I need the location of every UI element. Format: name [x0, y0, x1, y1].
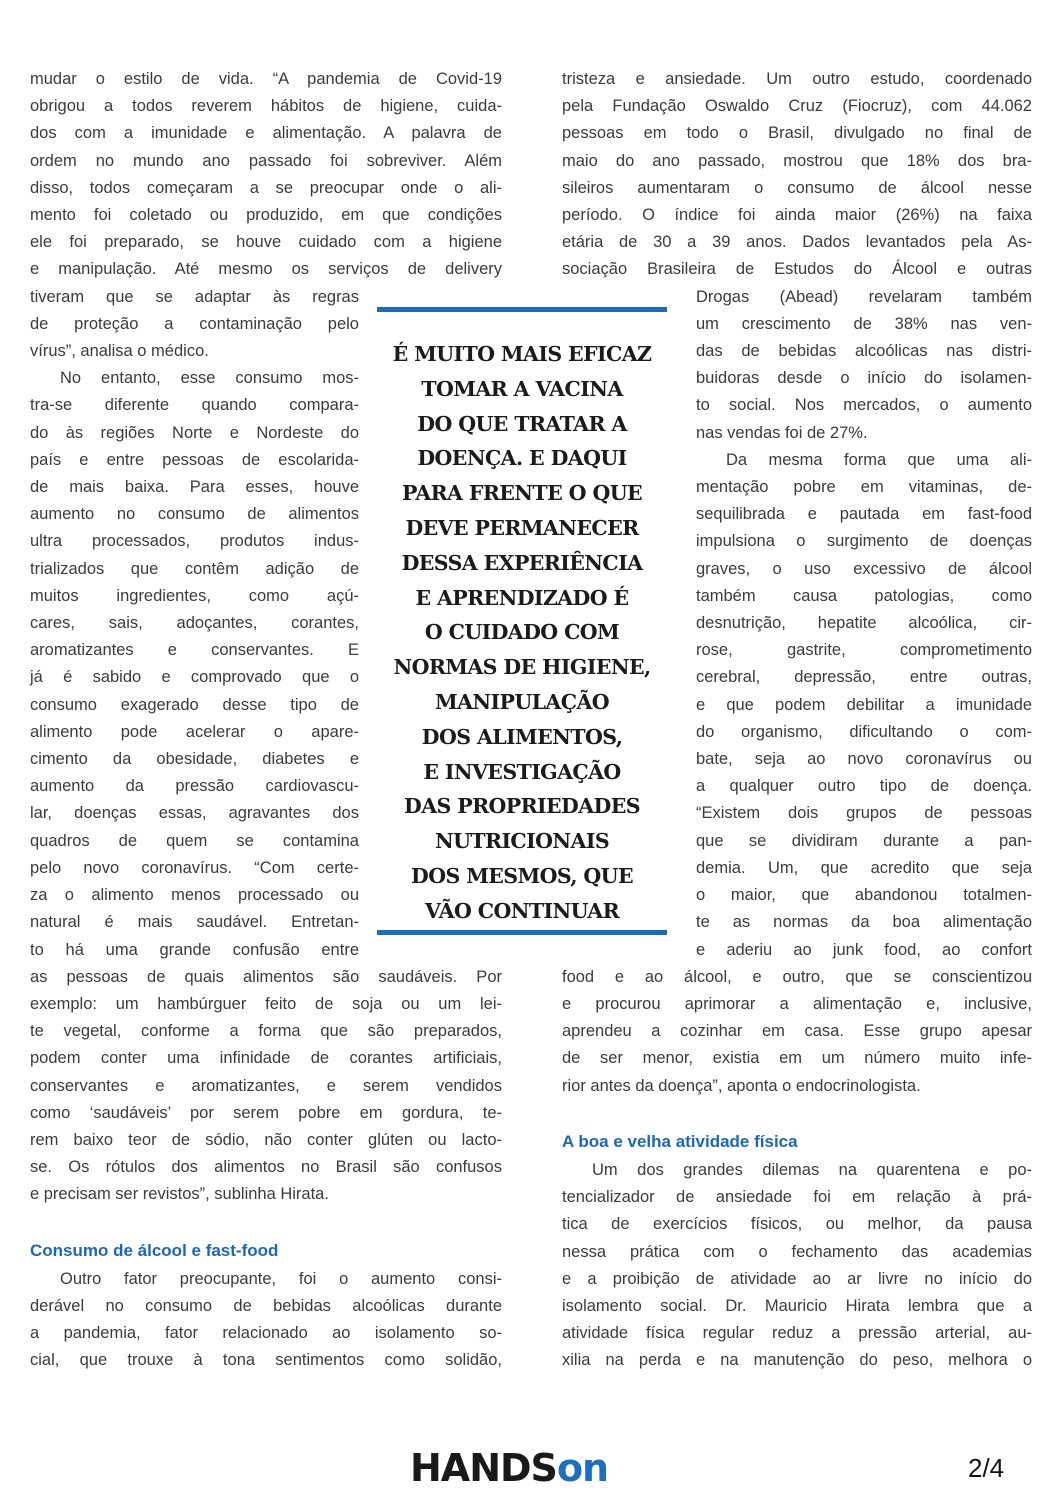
text-line: derável no consumo de bebidas alcoólicas durante [30, 1296, 502, 1315]
text-line: conservantes e aromatizantes, e serem vendidos [30, 1076, 502, 1095]
text-line: aprendeu a cozinhar em casa. Esse grupo apesar [562, 1022, 1032, 1041]
text-line: de ser menor, existia em um número muito infe- [562, 1049, 1032, 1068]
text-line: lar, doenças essas, agravantes dos [30, 804, 359, 823]
text-line: ordem no mundo ano passado foi sobreviver. Além [30, 151, 502, 170]
text-line: maio do ano passado, mostrou que 18% dos bra- [562, 151, 1032, 170]
text-line: de proteção a contaminação pelo [30, 314, 359, 333]
text-line: pelo novo coronavírus. “Com certe- [30, 858, 359, 877]
text-line: cimento da obesidade, diabetes e [30, 750, 359, 769]
section-heading-alcohol: Consumo de álcool e fast-food [30, 1240, 279, 1260]
text-line: das de bebidas alcoólicas nas distri- [696, 342, 1032, 361]
text-line: to há uma grande confusão entre [30, 940, 359, 959]
text-line: etária de 30 a 39 anos. Dados levantados pela As- [562, 233, 1032, 252]
text-line: e aderiu ao junk food, ao confort [696, 940, 1032, 959]
text-line: tencializador de ansiedade foi em relação à prá- [562, 1188, 1032, 1207]
pull-quote-text [371, 337, 673, 929]
text-line: e precisam ser revistos”, sublinha Hirata. [30, 1185, 329, 1204]
text-line: aromatizantes e conservantes. E [30, 641, 359, 660]
text-line: podem conter uma infinidade de corantes artificiais, [30, 1049, 502, 1068]
text-line: tiveram que se adaptar às regras [30, 287, 359, 306]
text-line: No entanto, esse consumo mos- [60, 369, 359, 388]
text-line: consumo exagerado desse tipo de [30, 695, 359, 714]
text-line: do organismo, dificultando o com- [696, 722, 1032, 741]
text-line: alimento pode acelerar o apare- [30, 722, 359, 741]
text-line: tra-se diferente quando compara- [30, 396, 359, 415]
text-line: exemplo: um hambúrguer feito de soja ou um lei- [30, 994, 502, 1013]
text-line: como ‘saudáveis’ por serem pobre em gordura, te- [30, 1103, 502, 1122]
text-line: tristeza e ansiedade. Um outro estudo, coordenado [562, 70, 1032, 88]
text-line: do às regiões Norte e Nordeste do [30, 423, 359, 442]
text-line: dos com a imunidade e alimentação. A palavra de [30, 124, 502, 143]
text-line: e manipulação. Até mesmo os serviços de delivery [30, 260, 502, 279]
pull-quote-line: O CUIDADO COM [424, 620, 620, 645]
text-line: cares, sais, adoçantes, corantes, [30, 614, 359, 633]
pull-quote-line: DAS PROPRIEDADES [404, 794, 640, 819]
pull-quote-line: VÃO CONTINUAR [424, 898, 620, 923]
pull-quote-line: MANIPULAÇÃO [434, 689, 610, 714]
text-line: mento foi coletado ou produzido, em que condições [30, 206, 502, 225]
text-line: as pessoas de quais alimentos são saudáveis. Por [30, 967, 502, 986]
text-line: o maior, que abandonou totalmen- [696, 886, 1032, 905]
pull-quote-line: DOS ALIMENTOS, [421, 724, 623, 749]
text-line: cerebral, depressão, entre outras, [696, 668, 1032, 687]
text-line: nessa prática com o fechamento das academias [562, 1242, 1032, 1261]
handson-logo [410, 1446, 608, 1490]
text-line: impulsiona o surgimento de doenças [696, 532, 1032, 551]
text-line: nas vendas foi de 27%. [696, 423, 868, 442]
pull-quote-line: DO QUE TRATAR A [417, 411, 627, 436]
pull-quote-line: DOS MESMOS, QUE [411, 863, 633, 888]
text-line: ultra processados, produtos indus- [30, 532, 359, 551]
pull-quote-line: NUTRICIONAIS [434, 829, 610, 854]
text-line: atividade física regular reduz a pressão arterial, au- [562, 1324, 1032, 1343]
page-number: 2/4 [968, 1453, 1005, 1483]
section-heading-physical-activity: A boa e velha atividade física [562, 1131, 798, 1151]
text-line: de mais baixa. Para esses, houve [30, 478, 359, 497]
logo-accent-text: on [556, 1446, 609, 1490]
pull-quote-line: NORMAS DE HIGIENE, [393, 655, 651, 680]
text-line: tica de exercícios físicos, ou melhor, da pausa [562, 1215, 1032, 1234]
pull-quote-line: PARA FRENTE O QUE [401, 481, 643, 506]
text-line: graves, o uso excessivo de álcool [696, 559, 1032, 578]
pull-quote-line: DOENÇA. E DAQUI [417, 446, 627, 471]
text-line: se. Os rótulos dos alimentos no Brasil são confusos [30, 1158, 502, 1177]
pull-quote-line: TOMAR A VACINA [421, 376, 623, 401]
text-line: ele foi preparado, se houve cuidado com a higiene [30, 233, 502, 252]
text-line: sociação Brasileira de Estudos do Álcool e outras [562, 260, 1032, 279]
text-line: pessoas em todo o Brasil, divulgado no final de [562, 124, 1032, 143]
text-line: buidoras desde o início do isolamen- [696, 369, 1032, 388]
text-line: já é sabido e comprovado que o [30, 668, 359, 687]
right-paragraph-3 [562, 1157, 1032, 1375]
text-line: disso, todos começaram a se preocupar onde o ali- [30, 178, 502, 197]
text-line: trializados que contêm adição de [30, 559, 359, 578]
text-line: rose, gastrite, comprometimento [696, 641, 1032, 660]
text-line: sequilibrada e pautada em fast-food [696, 505, 1032, 524]
text-line: e a proibição de atividade ao ar livre no início do [562, 1269, 1032, 1288]
pull-quote-top-rule [377, 307, 667, 312]
pull-quote-line: DEVE PERMANECER [405, 515, 639, 540]
text-line: pela Fundação Oswaldo Cruz (Fiocruz), com 44.062 [562, 97, 1032, 116]
text-line: bate, seja ao novo coronavírus ou [696, 750, 1032, 769]
pull-quote-line: É MUITO MAIS EFICAZ [392, 342, 652, 366]
text-line: isolamento social. Dr. Mauricio Hirata lembra que a [562, 1296, 1032, 1315]
text-line: a pandemia, fator relacionado ao isolamento so- [30, 1324, 502, 1343]
text-line: to social. Nos mercados, o aumento [696, 396, 1032, 415]
text-line: Da mesma forma que uma ali- [726, 450, 1032, 469]
text-line: desnutrição, hepatite alcoólica, cir- [696, 614, 1032, 633]
text-line: aumento da pressão cardiovascu- [30, 777, 359, 796]
text-line: também causa patologias, como [696, 586, 1032, 605]
text-line: muitos ingredientes, como açú- [30, 586, 359, 605]
text-line: rem baixo teor de sódio, não conter glúten ou lacto- [30, 1130, 502, 1149]
text-line: aumento no consumo de alimentos [30, 505, 359, 524]
logo-main-text: HANDS [410, 1446, 557, 1490]
pull-quote-bottom-rule [377, 930, 667, 935]
left-paragraph-3 [30, 1266, 502, 1375]
text-line: Drogas (Abead) revelaram também [696, 287, 1032, 306]
text-line: quadros de quem se contamina [30, 831, 359, 850]
pull-quote-line: E APRENDIZADO É [415, 585, 629, 610]
text-line: za o alimento menos processado ou [30, 886, 359, 905]
text-line: rior antes da doença”, aponta o endocrinologista. [562, 1076, 921, 1095]
text-line: te as normas da boa alimentação [696, 913, 1032, 932]
text-line: mudar o estilo de vida. “A pandemia de Covid-19 [30, 70, 502, 88]
text-line: a qualquer outro tipo de doença. [696, 777, 1032, 796]
text-line: demia. Um, que acredito que seja [696, 858, 1032, 877]
text-line: mentação pobre em vitaminas, de- [696, 478, 1032, 497]
text-line: período. O índice foi ainda maior (26%) na faixa [562, 206, 1032, 225]
text-line: te vegetal, conforme a forma que são preparados, [30, 1022, 502, 1041]
text-line: Um dos grandes dilemas na quarentena e po- [592, 1160, 1032, 1179]
text-line: cial, que trouxe à tona sentimentos como solidão, [30, 1351, 502, 1370]
text-line: sileiros aumentaram o consumo de álcool nesse [562, 178, 1032, 197]
text-line: food e ao álcool, e outro, que se conscientizou [562, 967, 1032, 986]
text-line: e procurou aprimorar a alimentação e, inclusive, [562, 994, 1032, 1013]
text-line: e que podem debilitar a imunidade [696, 695, 1032, 714]
pull-quote-line: DESSA EXPERIÊNCIA [401, 550, 643, 575]
pull-quote [377, 307, 667, 937]
text-line: que se dividiram durante a pan- [696, 831, 1032, 850]
text-line: Outro fator preocupante, foi o aumento consi- [60, 1269, 502, 1288]
text-line: xilia na perda e na manutenção do peso, melhora o [562, 1351, 1032, 1370]
text-line: país e entre pessoas de escolarida- [30, 450, 359, 469]
text-line: “Existem dois grupos de pessoas [696, 804, 1032, 823]
text-line: obrigou a todos reverem hábitos de higiene, cuida- [30, 97, 502, 116]
text-line: um crescimento de 38% nas ven- [696, 314, 1032, 333]
pull-quote-line: E INVESTIGAÇÃO [423, 759, 621, 784]
text-line: vírus”, analisa o médico. [30, 342, 209, 361]
text-line: natural é mais saudável. Entretan- [30, 913, 359, 932]
